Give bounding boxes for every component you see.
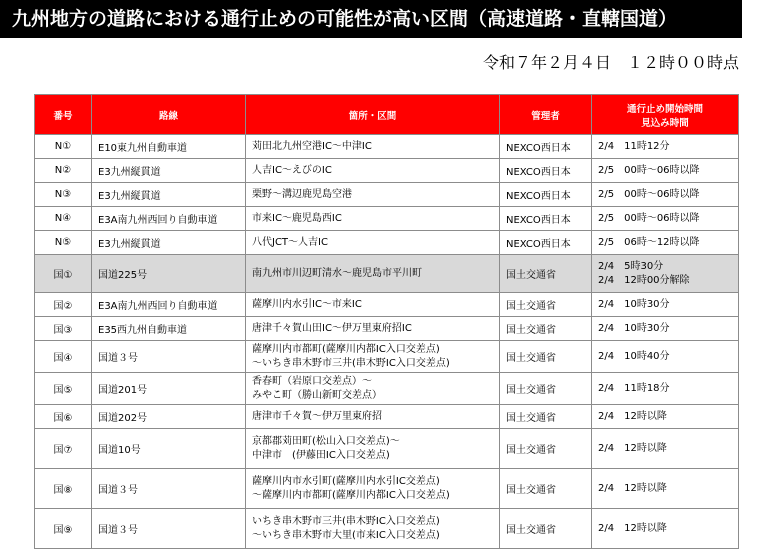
table-row <box>35 255 739 293</box>
table-body <box>35 135 739 549</box>
cell-time-line: 2/4 10時30分 <box>598 322 670 334</box>
cell-route: 国道３号 <box>92 469 246 509</box>
cell-section-line: ～いちき串木野市大里(市来IC入口交差点) <box>252 529 440 541</box>
cell-time-line: 2/5 00時～06時以降 <box>598 188 700 200</box>
table-row <box>35 405 739 429</box>
cell-route: E35西九州自動車道 <box>92 317 246 341</box>
cell-section-line: 香春町（岩原口交差点）～ <box>252 375 372 387</box>
cell-section <box>246 509 500 549</box>
cell-section <box>246 341 500 373</box>
cell-manager: 国土交通省 <box>500 317 592 341</box>
cell-no: 国② <box>35 293 92 317</box>
cell-section <box>246 469 500 509</box>
cell-time <box>592 207 739 231</box>
cell-time-line: 2/4 5時30分 <box>598 260 664 272</box>
cell-time <box>592 159 739 183</box>
cell-route: E3九州縦貫道 <box>92 159 246 183</box>
cell-section <box>246 135 500 159</box>
cell-manager: NEXCO西日本 <box>500 207 592 231</box>
header-route: 路線 <box>92 95 246 135</box>
header-section: 箇所・区間 <box>246 95 500 135</box>
cell-manager: NEXCO西日本 <box>500 135 592 159</box>
cell-section-line: いちき串木野市三井(串木野IC入口交差点) <box>252 515 440 527</box>
table-row <box>35 183 739 207</box>
cell-time-line: 2/4 10時40分 <box>598 350 670 362</box>
cell-section-line: 市来IC～鹿児島西IC <box>252 212 342 224</box>
table-row <box>35 341 739 373</box>
cell-route: E3A南九州西回り自動車道 <box>92 207 246 231</box>
cell-section-line: 苅田北九州空港IC～中津IC <box>252 140 372 152</box>
cell-section-line: 南九州市川辺町清水～鹿児島市平川町 <box>252 267 422 279</box>
cell-time-line: 2/5 00時～06時以降 <box>598 212 700 224</box>
table-row <box>35 159 739 183</box>
cell-section-line: 薩摩川内水引IC～市来IC <box>252 298 362 310</box>
cell-time <box>592 405 739 429</box>
cell-section <box>246 317 500 341</box>
cell-no: N② <box>35 159 92 183</box>
cell-manager: 国土交通省 <box>500 373 592 405</box>
cell-section-line: 唐津千々賀山田IC～伊万里東府招IC <box>252 322 412 334</box>
cell-time <box>592 183 739 207</box>
header-time-line1: 通行止め開始時間 <box>626 103 703 115</box>
cell-no: N⑤ <box>35 231 92 255</box>
page-title: 九州地方の道路における通行止めの可能性が高い区間（高速道路・直轄国道） <box>0 0 742 38</box>
cell-time <box>592 469 739 509</box>
cell-route: E10東九州自動車道 <box>92 135 246 159</box>
cell-no: N① <box>35 135 92 159</box>
cell-no: 国⑨ <box>35 509 92 549</box>
table-row <box>35 135 739 159</box>
cell-section-line: 唐津市千々賀～伊万里東府招 <box>252 410 382 422</box>
cell-manager: NEXCO西日本 <box>500 159 592 183</box>
cell-time <box>592 373 739 405</box>
cell-route: 国道202号 <box>92 405 246 429</box>
table-header-row <box>35 95 739 135</box>
cell-section-line: みやこ町（勝山新町交差点） <box>252 389 382 401</box>
cell-time <box>592 293 739 317</box>
cell-no: 国⑧ <box>35 469 92 509</box>
cell-time-line: 2/4 12時以降 <box>598 410 667 422</box>
cell-time-line: 2/4 11時18分 <box>598 382 670 394</box>
cell-manager: 国土交通省 <box>500 469 592 509</box>
table-row <box>35 207 739 231</box>
cell-time <box>592 135 739 159</box>
cell-time <box>592 255 739 293</box>
cell-no: 国⑤ <box>35 373 92 405</box>
cell-route: 国道３号 <box>92 509 246 549</box>
table-row <box>35 373 739 405</box>
cell-manager: 国土交通省 <box>500 429 592 469</box>
table-row <box>35 509 739 549</box>
cell-section <box>246 429 500 469</box>
table-row <box>35 317 739 341</box>
table-row <box>35 469 739 509</box>
cell-time-line: 2/5 00時～06時以降 <box>598 164 700 176</box>
cell-time-line: 2/4 12時以降 <box>598 442 667 454</box>
cell-section <box>246 231 500 255</box>
cell-manager: 国土交通省 <box>500 405 592 429</box>
cell-manager: 国土交通省 <box>500 293 592 317</box>
cell-section-line: 京都郡苅田町(松山入口交差点)～ <box>252 435 400 447</box>
cell-time <box>592 317 739 341</box>
cell-time-line: 2/4 10時30分 <box>598 298 670 310</box>
table-row <box>35 231 739 255</box>
table-row <box>35 293 739 317</box>
cell-section-line: 薩摩川内市水引町(薩摩川内水引IC交差点) <box>252 475 440 487</box>
header-manager: 管理者 <box>500 95 592 135</box>
cell-manager: 国土交通省 <box>500 341 592 373</box>
cell-section <box>246 405 500 429</box>
cell-section-line: 薩摩川内市都町(薩摩川内都IC入口交差点) <box>252 343 440 355</box>
cell-section <box>246 373 500 405</box>
cell-section-line: 栗野～溝辺鹿児島空港 <box>252 188 352 200</box>
cell-no: 国① <box>35 255 92 293</box>
cell-section <box>246 293 500 317</box>
header-time <box>592 95 739 135</box>
cell-manager: 国土交通省 <box>500 509 592 549</box>
cell-time-line: 2/4 12時以降 <box>598 522 667 534</box>
header-time-line2: 見込み時間 <box>641 117 689 129</box>
cell-manager: NEXCO西日本 <box>500 231 592 255</box>
cell-time-line: 2/4 11時12分 <box>598 140 670 152</box>
cell-no: N④ <box>35 207 92 231</box>
cell-section <box>246 255 500 293</box>
cell-no: N③ <box>35 183 92 207</box>
cell-time-line: 2/5 06時～12時以降 <box>598 236 700 248</box>
cell-section <box>246 159 500 183</box>
cell-route: 国道３号 <box>92 341 246 373</box>
cell-time <box>592 341 739 373</box>
cell-no: 国③ <box>35 317 92 341</box>
cell-route: E3九州縦貫道 <box>92 231 246 255</box>
as-of-date: 令和７年２月４日 １２時００時点 <box>482 53 739 72</box>
cell-section-line: 中津市 (伊藤田IC入口交差点) <box>252 449 390 461</box>
cell-manager: 国土交通省 <box>500 255 592 293</box>
closure-table <box>34 94 739 549</box>
cell-time <box>592 509 739 549</box>
cell-route: 国道201号 <box>92 373 246 405</box>
cell-route: E3九州縦貫道 <box>92 183 246 207</box>
cell-section-line: 人吉IC～えびのIC <box>252 164 332 176</box>
cell-section <box>246 207 500 231</box>
cell-route: E3A南九州西回り自動車道 <box>92 293 246 317</box>
table-row <box>35 429 739 469</box>
cell-no: 国⑦ <box>35 429 92 469</box>
header-no: 番号 <box>35 95 92 135</box>
cell-section-line: ～薩摩川内市都町(薩摩川内都IC入口交差点) <box>252 489 450 501</box>
cell-time <box>592 231 739 255</box>
cell-no: 国⑥ <box>35 405 92 429</box>
cell-section <box>246 183 500 207</box>
cell-route: 国道10号 <box>92 429 246 469</box>
cell-section-line: 八代JCT～人吉IC <box>252 236 328 248</box>
cell-route: 国道225号 <box>92 255 246 293</box>
cell-no: 国④ <box>35 341 92 373</box>
cell-time <box>592 429 739 469</box>
cell-manager: NEXCO西日本 <box>500 183 592 207</box>
cell-section-line: ～いちき串木野市三井(串木野IC入口交差点) <box>252 357 450 369</box>
cell-time-line: 2/4 12時以降 <box>598 482 667 494</box>
cell-time-line: 2/4 12時00分解除 <box>598 274 690 286</box>
